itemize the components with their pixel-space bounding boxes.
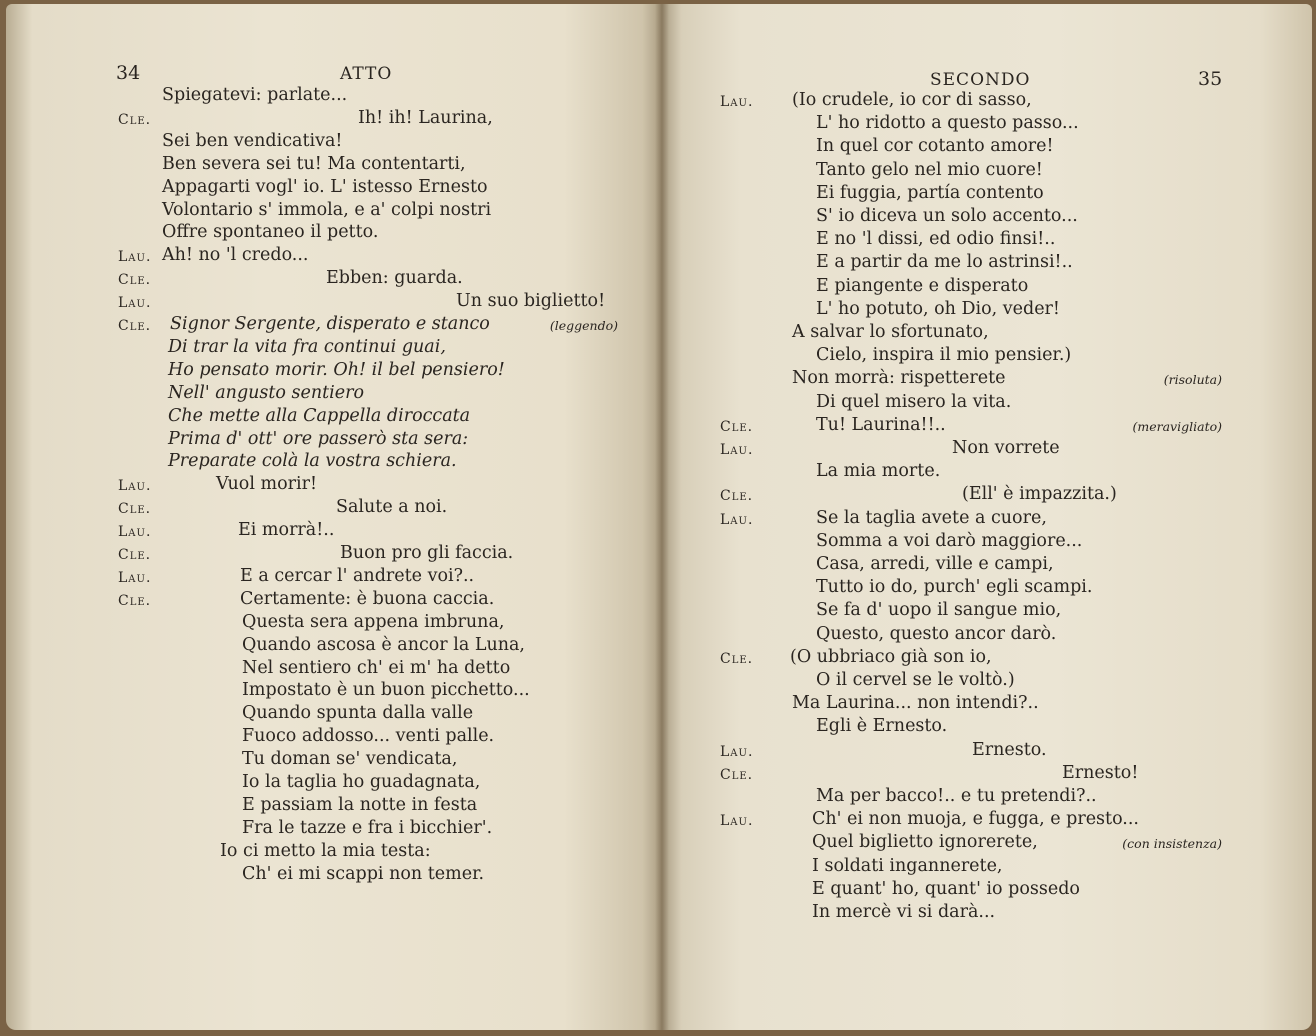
- verse-text: Ch' ei mi scappi non temer.: [242, 863, 485, 884]
- verse-text: E a cercar l' andrete voi?..: [240, 565, 475, 586]
- speaker-label: Cle.: [118, 318, 152, 334]
- verse-text: E quant' ho, quant' io possedo: [812, 878, 1080, 899]
- stage-direction: (meravigliato): [1132, 418, 1222, 434]
- verse-text: Ei fuggia, partía contento: [816, 182, 1044, 203]
- speaker-label: Lau.: [118, 249, 152, 266]
- verse-text: Ma per bacco!.. e tu pretendi?..: [816, 786, 1097, 806]
- speaker-label: Lau.: [720, 813, 754, 830]
- verse-text: Ah! no 'l credo...: [162, 245, 309, 266]
- speaker-label: Cle.: [118, 547, 152, 563]
- speaker-label: Cle.: [720, 650, 754, 667]
- verse-text: Tanto gelo nel mio cuore!: [816, 159, 1043, 180]
- verse-text: Ma Laurina... non intendi?..: [792, 693, 1039, 714]
- verse-text: Ho pensato morir. Oh! il bel pensiero!: [168, 359, 505, 380]
- speaker-label: Lau.: [118, 295, 152, 312]
- verse-text: In quel cor cotanto amore!: [816, 136, 1054, 157]
- speaker-label: Cle.: [720, 766, 754, 783]
- verse-text: Appagarti vogl' io. L' istesso Ernesto: [162, 176, 488, 197]
- verse-text: Io ci metto la mia testa:: [220, 840, 431, 861]
- verse-text: Ch' ei non muoja, e fugga, e presto...: [812, 809, 1139, 830]
- verse-text: Fuoco addosso... venti palle.: [242, 726, 495, 747]
- speaker-label: Cle.: [118, 501, 152, 518]
- verse-text: E a partir da me lo astrinsi!..: [816, 252, 1073, 273]
- left-running-head: ATTO: [340, 64, 393, 84]
- speaker-label: Cle.: [720, 418, 754, 435]
- speaker-label: Lau.: [720, 743, 754, 760]
- verse-text: Tu doman se' vendicata,: [242, 749, 458, 770]
- verse-text: Quel biglietto ignorerete,: [812, 832, 1038, 853]
- verse-text: Volontario s' immola, e a' colpi nostri: [162, 199, 492, 220]
- verse-text: (Ell' è impazzita.): [962, 484, 1117, 505]
- verse-text: O il cervel se le voltò.): [816, 670, 1015, 690]
- verse-text: Prima d' ott' ore passerò sta sera:: [168, 428, 469, 449]
- verse-text: Offre spontaneo il petto.: [162, 222, 379, 243]
- right-running-head: SECONDO: [930, 70, 1031, 90]
- verse-text: A salvar lo sfortunato,: [792, 322, 989, 342]
- verse-text: Salute a noi.: [336, 497, 448, 518]
- speaker-label: Lau.: [118, 569, 152, 586]
- verse-text: Tutto io do, purch' egli scampi.: [816, 577, 1093, 598]
- verse-text: S' io diceva un solo accento...: [816, 206, 1078, 226]
- verse-text: La mia morte.: [816, 461, 941, 482]
- speaker-label: Lau.: [720, 511, 754, 528]
- right-page-number: 35: [1198, 68, 1223, 90]
- verse-text: Sei ben vendicativa!: [162, 130, 343, 151]
- verse-text: Se la taglia avete a cuore,: [816, 507, 1047, 528]
- speaker-label: Lau.: [118, 478, 152, 495]
- book-gutter: [655, 4, 669, 1030]
- verse-text: E piangente e disperato: [816, 275, 1029, 296]
- verse-text: Non morrà: rispetterete: [792, 368, 1006, 389]
- left-page-number: 34: [116, 62, 141, 84]
- verse-text: Ernesto!: [1062, 762, 1139, 783]
- speaker-label: Lau.: [118, 524, 152, 541]
- verse-text: Somma a voi darò maggiore...: [816, 530, 1083, 551]
- verse-text: Preparate colà la vostra schiera.: [168, 451, 457, 472]
- verse-text: Di quel misero la vita.: [816, 391, 1012, 412]
- verse-text: Un suo biglietto!: [456, 291, 606, 312]
- verse-text: Non vorrete: [952, 438, 1060, 458]
- speaker-label: Cle.: [720, 488, 754, 505]
- verse-text: Io la taglia ho guadagnata,: [242, 772, 481, 792]
- verse-text: Fra le tazze e fra i bicchier'.: [242, 817, 493, 838]
- verse-text: Quando ascosa è ancor la Luna,: [242, 634, 525, 655]
- verse-text: Questa sera appena imbruna,: [242, 611, 505, 632]
- verse-text: Di trar la vita fra continui guai,: [168, 336, 446, 357]
- verse-text: Certamente: è buona caccia.: [240, 588, 495, 609]
- verse-text: Se fa d' uopo il sangue mio,: [816, 600, 1062, 621]
- verse-text: L' ho potuto, oh Dio, veder!: [816, 298, 1060, 319]
- verse-text: E no 'l dissi, ed odio finsi!..: [816, 229, 1056, 250]
- speaker-label: Cle.: [118, 272, 152, 289]
- stage-direction: (con insistenza): [1122, 836, 1222, 852]
- verse-text: Ernesto.: [972, 739, 1047, 760]
- verse-text: L' ho ridotto a questo passo...: [816, 113, 1079, 134]
- verse-text: (O ubbriaco già son io,: [790, 646, 992, 667]
- verse-text: Ih! ih! Laurina,: [358, 107, 493, 128]
- stage-direction: (leggendo): [549, 318, 618, 333]
- verse-text: Quando spunta dalla valle: [242, 703, 474, 724]
- verse-text: Casa, arredi, ville e campi,: [816, 554, 1054, 574]
- verse-text: Buon pro gli faccia.: [340, 543, 514, 563]
- verse-text: Egli è Ernesto.: [816, 716, 948, 737]
- verse-text: I soldati ingannerete,: [812, 855, 1003, 876]
- verse-text: In mercè vi si darà...: [812, 902, 996, 922]
- speaker-label: Cle.: [118, 592, 152, 609]
- verse-text: Ei morrà!..: [238, 520, 335, 541]
- verse-text: Cielo, inspira il mio pensier.): [816, 345, 1072, 366]
- verse-text: Vuol morir!: [216, 474, 317, 495]
- verse-text: Impostato è un buon picchetto...: [242, 680, 530, 701]
- stage-direction: (risoluta): [1163, 372, 1222, 388]
- verse-text: E passiam la notte in festa: [242, 794, 478, 815]
- verse-text: Che mette alla Cappella diroccata: [168, 405, 471, 426]
- verse-text: Questo, questo ancor darò.: [816, 623, 1057, 644]
- verse-text: Ben severa sei tu! Ma contentarti,: [162, 153, 466, 174]
- verse-text: Ebben: guarda.: [326, 268, 463, 289]
- verse-text: Spiegatevi: parlate...: [162, 85, 348, 105]
- verse-text: Tu! Laurina!!..: [816, 414, 946, 435]
- verse-text: (Io crudele, io cor di sasso,: [792, 90, 1032, 110]
- speaker-label: Cle.: [118, 111, 152, 128]
- verse-text: Nell' angusto sentiero: [168, 382, 365, 403]
- verse-text: Signor Sergente, disperato e stanco: [170, 314, 490, 334]
- speaker-label: Lau.: [720, 94, 754, 110]
- verse-text: Nel sentiero ch' ei m' ha detto: [242, 657, 511, 678]
- speaker-label: Lau.: [720, 442, 754, 458]
